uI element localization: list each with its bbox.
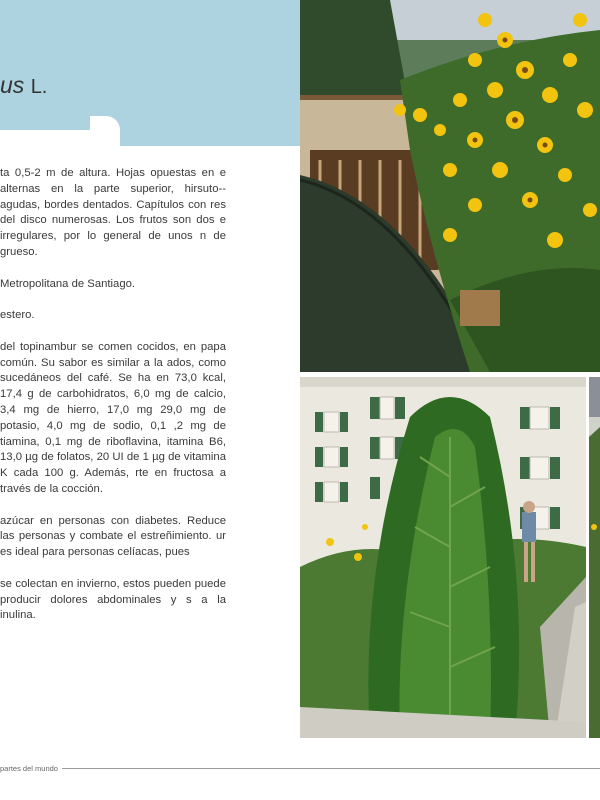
photo-garden-plant [300,377,586,738]
photo-garden-plant-art [300,377,586,738]
species-title [0,72,47,99]
benefits-paragraph: azúcar en personas con diabetes. Reduce las personas y combate el estreñimiento. ur es ideal para personas celíacas, pues [0,514,226,559]
species-author: L. [30,76,48,98]
species-description [0,166,226,624]
title-band [0,0,300,130]
status-paragraph: estero. [0,309,35,322]
precautions-paragraph: se colectan en invierno, estos pueden puede producir dolores abdominales y s a la inulina. [0,577,226,622]
photo-flowers-house-art [300,0,600,372]
photo-garden-sliver [589,377,600,738]
title-band-corner [90,116,120,146]
photo-garden-sliver-art [589,377,600,738]
distribution-paragraph: Metropolitana de Santiago. [0,277,136,290]
description-paragraph: ta 0,5-2 m de altura. Hojas opuestas en e alternas en la parte superior, hirsuto--agudas, bordes dentados. Capítulos con res del disco numerosas. Los frutos son dos e irregulares, por lo general de unos n de grueso. [0,167,226,258]
photo-flowers-house [300,0,600,372]
footer-running-title: partes del mundo [0,764,58,773]
species-name-fragment: us [0,72,25,98]
footer-rule [62,768,600,769]
uses-paragraph: del topinambur se comen cocidos, en papa común. Su sabor es similar a la ados, como sucedáneos del café. Se ha en 73,0 kcal, 17,4 g de carbohidratos, 6,0 mg de calcio, 3,4 mg de hierro, 17,0 mg 29,0 mg de potasio, 4,0 mg de sodio, 0,1 ,2 mg de tiamina, 0,1 mg de riboflavina, itamina B6, 13,0 µg de folatos, 20 UI de 1 µg de vitamina K cada 100 g. Además, rte en fructosa a través de la cocción. [0,340,226,495]
title-band-tab [105,130,300,146]
